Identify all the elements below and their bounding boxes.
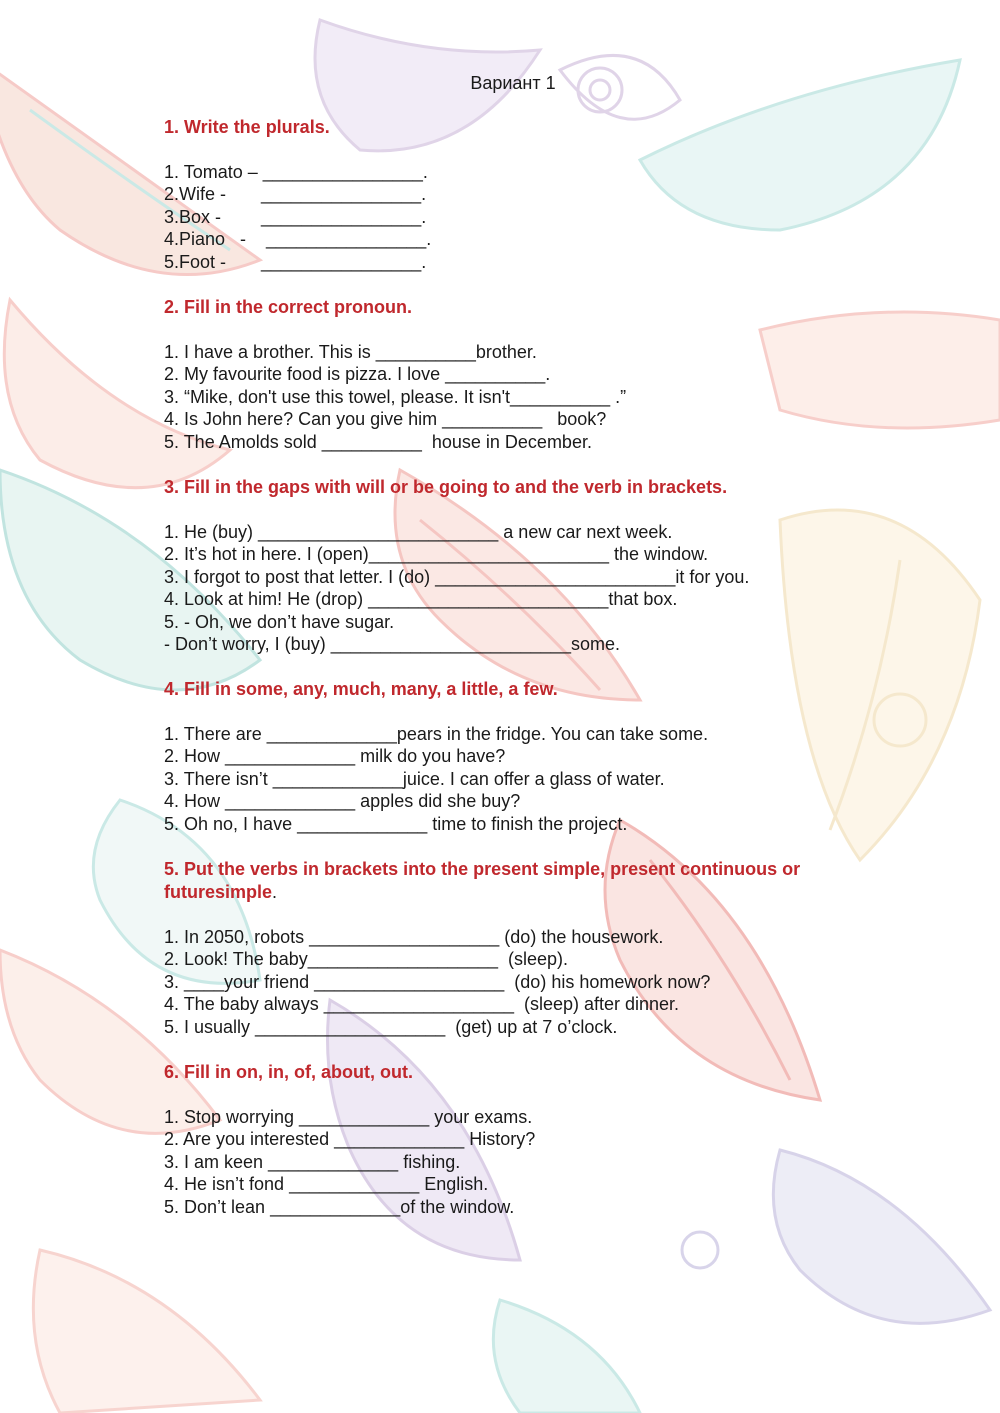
section-1-heading: 1. Write the plurals. (164, 117, 330, 137)
section-6-item-3: 3. I am keen _____________ fishing. (164, 1152, 461, 1172)
section-5-heading-text: 5. Put the verbs in brackets into the present simple, present continuous or futuresimple (164, 859, 801, 902)
section-2-item-3: 3. “Mike, don't use this towel, please. It isn't__________ .” (164, 387, 627, 407)
section-1-item-5: 5.Foot - ________________. (164, 252, 427, 272)
section-3-heading: 3. Fill in the gaps with will or be going to and the verb in brackets. (164, 477, 728, 497)
section-3-item-2: 2. It’s hot in here. I (open)________________________ the window. (164, 544, 709, 564)
section-1-item-3: 3.Box - ________________. (164, 207, 427, 227)
section-5-item-4: 4. The baby always ___________________ (sleep) after dinner. (164, 994, 680, 1014)
section-2-item-1: 1. I have a brother. This is __________brother. (164, 342, 537, 362)
section-3-item-1: 1. He (buy) ________________________ a new car next week. (164, 522, 673, 542)
section-5-item-5: 5. I usually ___________________ (get) up at 7 o’clock. (164, 1017, 618, 1037)
section-3-item-3: 3. I forgot to post that letter. I (do) ________________________it for you. (164, 567, 750, 587)
section-1-item-4: 4.Piano - ________________. (164, 229, 432, 249)
section-4-item-2: 2. How _____________ milk do you have? (164, 746, 506, 766)
section-6-item-5: 5. Don’t lean _____________of the window. (164, 1197, 515, 1217)
section-3-item-4: 4. Look at him! He (drop) ________________________that box. (164, 589, 678, 609)
section-5-heading-period: . (272, 881, 278, 902)
section-4-item-5: 5. Oh no, I have _____________ time to finish the project. (164, 814, 628, 834)
section-3-item-5-reply: - Don’t worry, I (buy) ________________________some. (164, 634, 620, 654)
section-6-heading: 6. Fill in on, in, of, about, out. (164, 1062, 413, 1082)
section-2-item-4: 4. Is John here? Can you give him __________ book? (164, 409, 607, 429)
section-4-heading: 4. Fill in some, any, much, many, a little, a few. (164, 679, 558, 699)
section-6-item-2: 2. Are you interested _____________ History? (164, 1129, 536, 1149)
section-3-item-5: 5. - Oh, we don’t have sugar. (164, 612, 395, 632)
section-5-item-3: 3. ____your friend ___________________ (do) his homework now? (164, 972, 711, 992)
section-6-item-4: 4. He isn’t fond _____________ English. (164, 1174, 489, 1194)
section-1-item-2: 2.Wife - ________________. (164, 184, 427, 204)
section-2-item-2: 2. My favourite food is pizza. I love __________. (164, 364, 551, 384)
section-1-item-1: 1. Tomato – ________________. (164, 162, 428, 182)
section-5-heading (164, 858, 904, 903)
section-4-item-1: 1. There are _____________pears in the fridge. You can take some. (164, 724, 709, 744)
section-2-item-5: 5. The Amolds sold __________ house in December. (164, 432, 592, 452)
section-5-item-1: 1. In 2050, robots ___________________ (do) the housework. (164, 927, 664, 947)
section-5-item-2: 2. Look! The baby___________________ (sleep). (164, 949, 568, 969)
section-2-heading: 2. Fill in the correct pronoun. (164, 297, 413, 317)
section-6-item-1: 1. Stop worrying _____________ your exams. (164, 1107, 533, 1127)
section-4-item-4: 4. How _____________ apples did she buy? (164, 791, 521, 811)
page-title: Вариант 1 (470, 73, 556, 93)
section-4-item-3: 3. There isn’t _____________juice. I can offer a glass of water. (164, 769, 665, 789)
